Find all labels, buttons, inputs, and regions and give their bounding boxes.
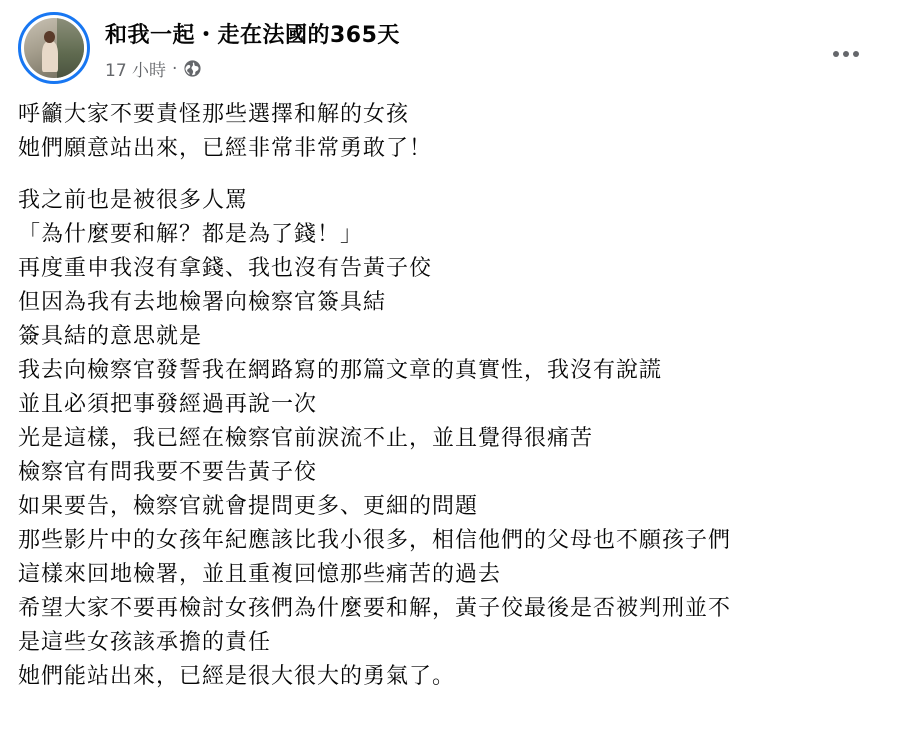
text-line: 呼籲大家不要責怪那些選擇和解的女孩 (18, 102, 410, 127)
text-line: 檢察官有問我要不要告黃子佼 (18, 460, 318, 485)
text-line: 那些影片中的女孩年紀應該比我小很多，相信他們的父母也不願孩子們 (18, 528, 732, 553)
post-header (18, 12, 882, 82)
text-line: 希望大家不要再檢討女孩們為什麼要和解，黃子佼最後是否被判刑並不 (18, 596, 732, 621)
post-timestamp[interactable]: 17 小時 (105, 61, 167, 81)
text-line: 「為什麼要和解？都是為了錢！」 (18, 222, 364, 247)
avatar[interactable] (18, 12, 90, 84)
avatar-photo (24, 18, 84, 78)
more-options-button[interactable] (828, 36, 864, 72)
text-line: 並且必須把事發經過再說一次 (18, 392, 318, 417)
text-line: 她們能站出來，已經是很大很大的勇氣了。 (18, 664, 456, 689)
text-line: 我去向檢察官發誓我在網路寫的那篇文章的真實性，我沒有說謊 (18, 358, 663, 383)
text-line: 光是這樣，我已經在檢察官前淚流不止，並且覺得很痛苦 (18, 426, 594, 451)
text-line: 這樣來回地檢署，並且重複回憶那些痛苦的過去 (18, 562, 502, 587)
text-line: 但因為我有去地檢署向檢察官簽具結 (18, 290, 387, 315)
text-line: 她們願意站出來，已經非常非常勇敢了！ (18, 136, 433, 161)
text-line: 是這些女孩該承擔的責任 (18, 630, 272, 655)
text-line: 再度重申我沒有拿錢、我也沒有告黃子佼 (18, 256, 433, 281)
author-name[interactable]: 和我一起・走在法國的365天 (105, 23, 400, 48)
text-line: 簽具結的意思就是 (18, 324, 203, 349)
post-text (18, 98, 888, 694)
globe-icon[interactable] (183, 59, 202, 78)
meta-separator: · (172, 58, 178, 79)
post-meta (105, 56, 202, 81)
text-line: 如果要告，檢察官就會提問更多、更細的問題 (18, 494, 479, 519)
more-options-icon (833, 51, 839, 57)
text-line: 我之前也是被很多人罵 (18, 188, 249, 213)
